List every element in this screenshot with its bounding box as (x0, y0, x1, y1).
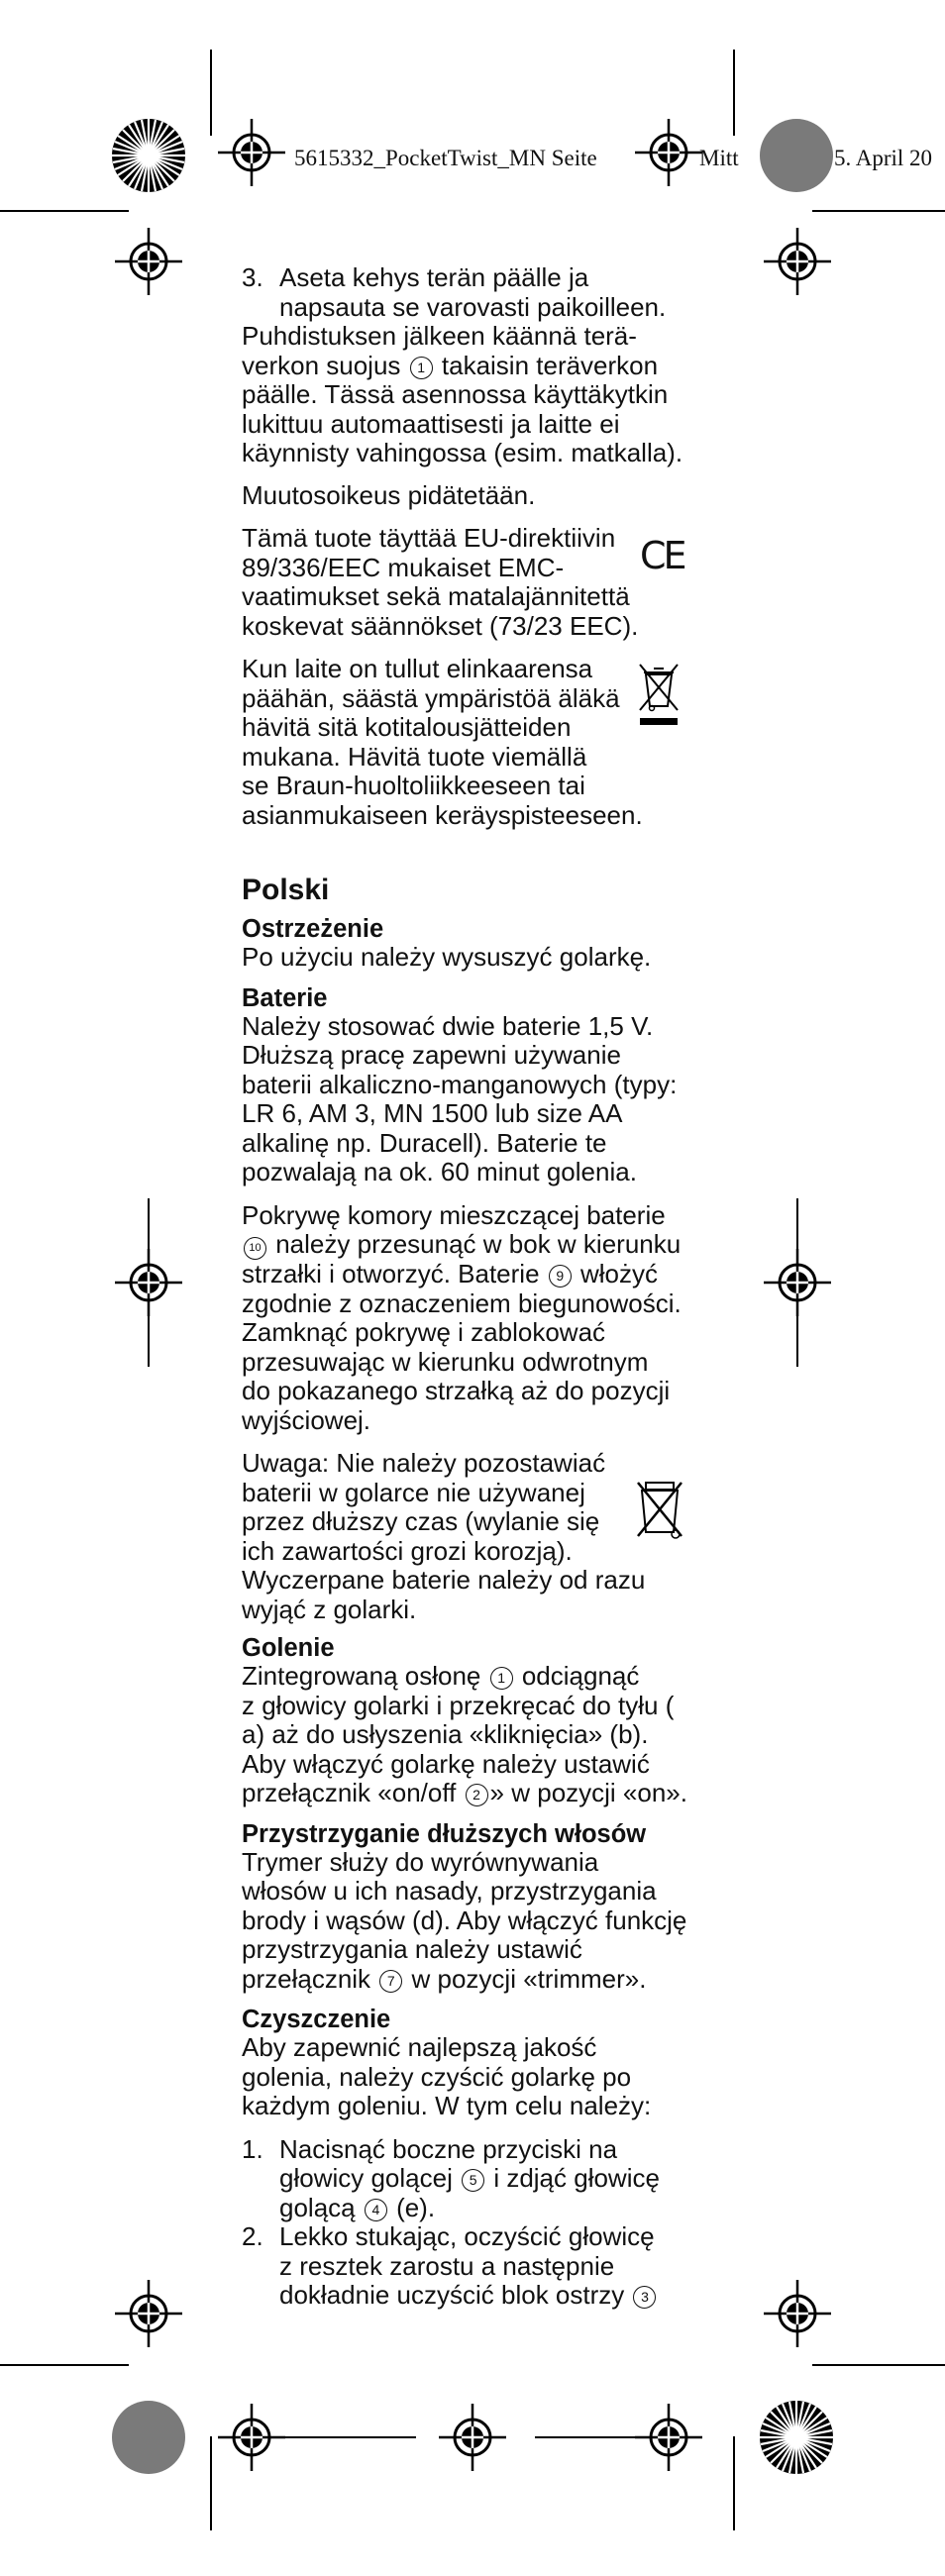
battery-bin-icon (634, 1477, 685, 1542)
list-number: 2. (242, 2221, 263, 2251)
list-item: 2. Lekko stukając, oczyścić głowicę z resztek zarostu a następnie dokładnie uczyścić blok ostrzy 3 (242, 2221, 655, 2310)
running-head-file: 5615332_PocketTwist_MN Seite (294, 146, 597, 170)
ref-number: 9 (549, 1265, 572, 1288)
finnish-section (242, 263, 737, 2311)
paragraph: Aby zapewnić najlepszą jakość golenia, należy czyścić golarkę po każdym goleniu. W tym celu należy: (242, 2032, 652, 2120)
paragraph: Po użyciu należy wysuszyć golarkę. (242, 942, 652, 972)
paragraph: Pokrywę komory mieszczącej baterie 10 należy przesunąć w bok w kierunku strzałki i otworzyć. Baterie 9 włożyć zgodnie z oznaczeniem biegunowości. Zamknąć pokrywę i zablokować przesuwając w kierunku odwrotnym do pokazanego strzałką aż do pozycji wyjściowej. (242, 1199, 682, 1435)
paragraph: Trymer służy do wyrównywania włosów u ich nasady, przystrzygania brody i wąsów (d). Aby włączyć funkcję przystrzygania należy ustawić przełącznik 7 w pozycji «trimmer». (242, 1846, 687, 1994)
list-number: 3. (242, 262, 263, 292)
ref-number: 1 (490, 1667, 513, 1690)
ref-number: 10 (244, 1237, 266, 1260)
running-head (294, 146, 597, 171)
heading-warning: Ostrzeżenie (242, 915, 384, 943)
heading-shaving: Golenie (242, 1634, 335, 1662)
ce-mark: CE (640, 534, 684, 577)
list-number: 1. (242, 2133, 263, 2164)
running-head-date: 5. April 20 (834, 146, 933, 170)
ref-number: 1 (410, 357, 433, 379)
paragraph: Uwaga: Nie należy pozostawiać baterii w golarce nie używanej przez dłuższy czas (wylanie się ich zawartości grozi korozją). Wyczerpane baterie należy od razu wyjąć z golarki. (242, 1449, 737, 1624)
paragraph: Tämä tuote täyttää EU-direktiivin 89/336/EEC mukaiset EMC- vaatimukset sekä matalajännitettä koskevat säännökset (73/23 EEC). CE (242, 523, 684, 641)
heading-cleaning: Czyszczenie (242, 2006, 391, 2033)
heading-trimming: Przystrzyganie dłuższych włosów (242, 1819, 647, 1848)
cleaning-steps (242, 2135, 737, 2311)
running-head-mid: Mitt (699, 146, 739, 170)
ref-number: 7 (379, 1970, 402, 1993)
list-item: 3. Aseta kehys terän päälle ja napsauta se varovasti paikoilleen. (242, 262, 667, 322)
heading-batteries: Baterie (242, 983, 328, 1012)
paragraph: Muutosoikeus pidätetään. (242, 479, 536, 510)
ref-number: 4 (365, 2199, 387, 2221)
list-item: 1. Nacisnąć boczne przyciski na głowicy golącej 5 i zdjąć głowicę golącą 4 (e). (242, 2133, 660, 2222)
paragraph: Należy stosować dwie baterie 1,5 V. Dłuższą pracę zapewni używanie baterii alkaliczno-manganowych (typy: LR 6, AM 3, MN 1500 lub size AA alkalinę np. Duracell). Baterie te pozwalają na ok. 60 minut golenia. (242, 1010, 678, 1186)
paragraph: Kun laite on tullut elinkaarensa päähän, säästä ympäristöä äläkä hävitä sitä kotitalousjätteiden mukana. Hävitä tuote viemällä se Braun-huoltoliikkeeseen tai asianmukaiseen keräyspisteeseen. (242, 655, 737, 830)
ref-number: 5 (462, 2169, 484, 2192)
finnish-list (242, 263, 737, 322)
crossed-bin-icon (636, 661, 682, 728)
section-title-polski: Polski (242, 874, 330, 906)
ref-number: 2 (466, 1784, 488, 1806)
ref-number: 3 (633, 2286, 656, 2309)
paragraph: Puhdistuksen jälkeen käännä terä- verkon suojus 1 takaisin teräverkon päälle. Tässä asennossa käyttäkytkin lukittuu automaattisesti ja laitte ei käynnisty vahingossa (esim. matkalla). (242, 321, 683, 467)
paragraph: Zintegrowaną osłonę 1 odciągnąć z głowicy golarki i przekręcać do tyłu ( a) aż do usłyszenia «kliknięcia» (b). Aby włączyć golarkę należy ustawić przełącznik «on/off 2 » w pozycji «on». (242, 1661, 687, 1807)
